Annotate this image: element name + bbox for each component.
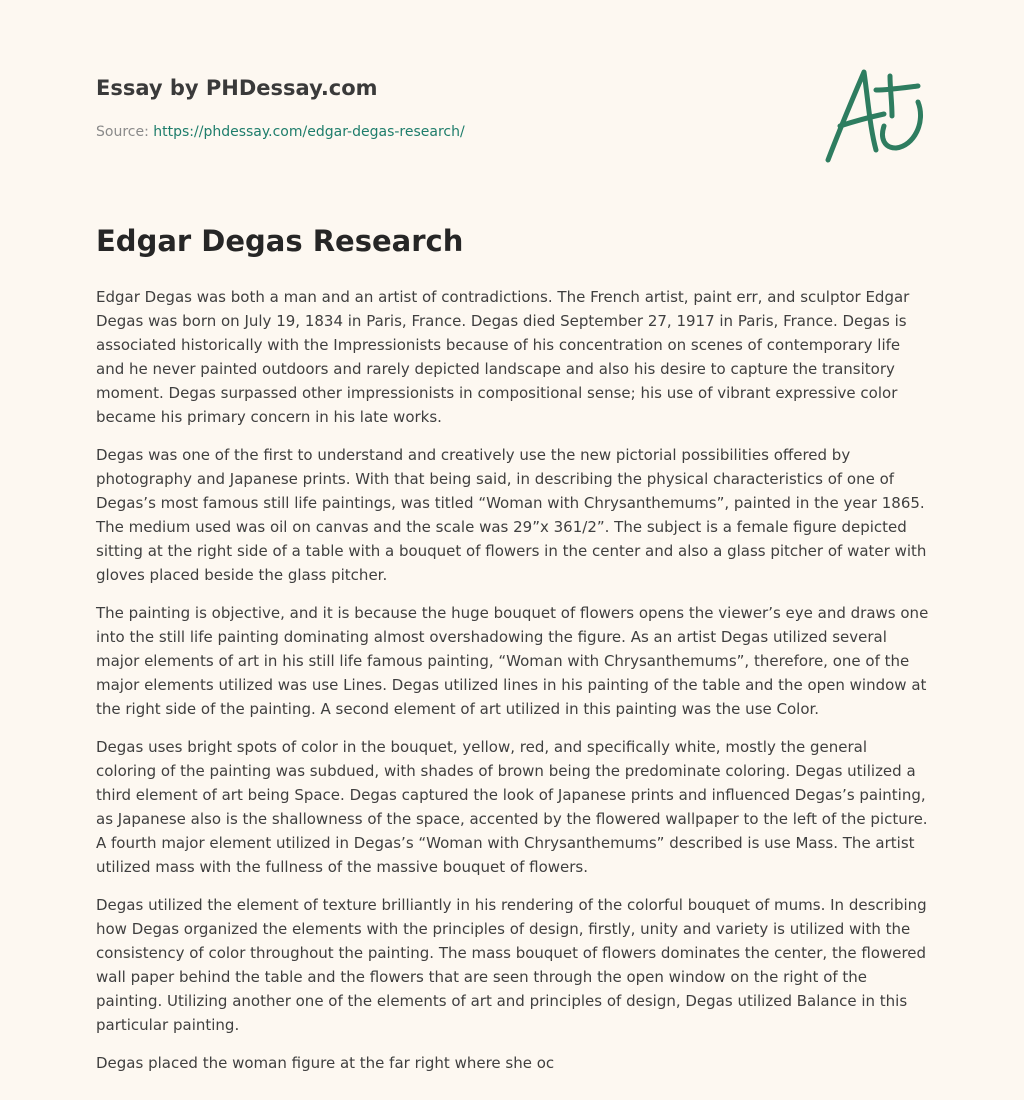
essay-title: Edgar Degas Research	[96, 224, 464, 258]
essay-paragraph: Degas was one of the first to understand and creatively use the new pictorial possibilities offered by photography and Japanese prints. With that being said, in describing the physical characteristics of one of Degas’s most famous still life paintings, was titled “Woman with Chrysanthemums”, painted in the year 1865. The medium used was oil on canvas and the scale was 29”x 361/2”. The subject is a female figure depicted sitting at the right side of a table with a bouquet of flowers in the center and also a glass pitcher of water with gloves placed beside the glass pitcher.	[96, 446, 927, 584]
a-plus-grade-icon	[818, 64, 930, 168]
site-brand: Essay by PHDessay.com	[96, 76, 378, 100]
essay-paragraph: Degas uses bright spots of color in the bouquet, yellow, red, and specifically white, mostly the general coloring of the painting was subdued, with shades of brown being the predominate coloring. Degas utilized a third element of art being Space. Degas captured the look of Japanese prints and influenced Degas’s painting, as Japanese also is the shallowness of the space, accented by the flowered wallpaper to the left of the picture. A fourth major element utilized in Degas’s “Woman with Chrysanthemums” described is use Mass. The artist utilized mass with the fullness of the massive bouquet of flowers.	[96, 738, 928, 876]
essay-paragraph: Edgar Degas was both a man and an artist of contradictions. The French artist, paint err, and sculptor Edgar Degas was born on July 19, 1834 in Paris, France. Degas died September 27, 1917 in Paris, France. Degas is associated historically with the Impressionists because of his concentration on scenes of contemporary life and he never painted outdoors and rarely depicted landscape and also his desire to capture the transitory moment. Degas surpassed other impressionists in compositional sense; his use of vibrant expressive color became his primary concern in his late works.	[96, 288, 910, 426]
essay-paragraph: Degas utilized the element of texture brilliantly in his rendering of the colorful bouquet of mums. In describing how Degas organized the elements with the principles of design, firstly, unity and variety is utilized with the consistency of color throughout the painting. The mass bouquet of flowers dominates the center, the flowered wall paper behind the table and the flowers that are seen through the open window on the right of the painting. Utilizing another one of the elements of art and principles of design, Degas utilized Balance in this particular painting.	[96, 896, 927, 1034]
source-link[interactable]: https://phdessay.com/edgar-degas-research/	[153, 124, 465, 140]
essay-body	[96, 285, 930, 1089]
source-label: Source:	[96, 124, 149, 140]
essay-paragraph: The painting is objective, and it is because the huge bouquet of flowers opens the viewer’s eye and draws one into the still life painting dominating almost overshadowing the figure. As an artist Degas utilized several major elements of art in his still life famous painting, “Woman with Chrysanthemums”, therefore, one of the major elements utilized was use Lines. Degas utilized lines in his painting of the table and the open window at the right side of the painting. A second element of art utilized in this painting was the use Color.	[96, 604, 929, 718]
essay-paragraph: Degas placed the woman figure at the far right where she oc	[96, 1054, 555, 1072]
source-line	[96, 124, 465, 140]
